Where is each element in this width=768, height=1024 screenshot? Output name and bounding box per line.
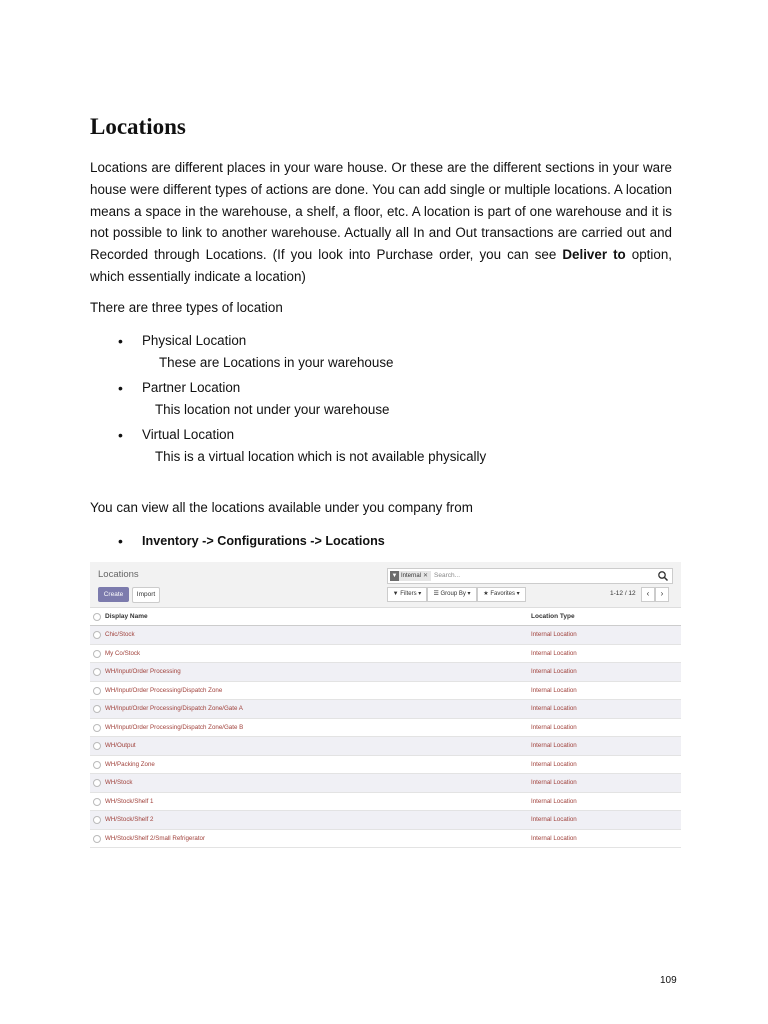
table-row[interactable] — [90, 774, 681, 793]
location-type-description: This location not under your warehouse — [155, 402, 390, 417]
intro-bold-text: Deliver to — [562, 247, 626, 263]
location-type-cell: Internal Location — [531, 649, 577, 657]
intro-text-part2: option, which essentially indicate a location) — [90, 247, 672, 284]
location-type-cell: Internal Location — [531, 631, 577, 638]
search-icon[interactable] — [657, 570, 669, 582]
row-checkbox[interactable] — [93, 761, 101, 769]
table-body — [90, 626, 681, 848]
location-type-cell: Internal Location — [531, 760, 577, 768]
list-item — [90, 377, 650, 399]
breadcrumb-title: Locations — [98, 569, 139, 580]
row-checkbox[interactable] — [93, 742, 101, 750]
list-item-description — [90, 352, 650, 377]
table-row[interactable] — [90, 830, 681, 849]
table-row[interactable] — [90, 737, 681, 756]
remove-facet-icon[interactable]: ✕ — [423, 573, 429, 579]
table-row[interactable] — [90, 645, 681, 664]
list-item — [90, 424, 650, 446]
location-display-name[interactable]: Chic/Stock — [105, 631, 135, 638]
location-display-name[interactable]: WH/Input/Order Processing/Dispatch Zone/Gate A — [105, 705, 243, 712]
filters-button[interactable]: ▼ Filters ▾ — [387, 587, 427, 602]
table-header — [90, 608, 681, 626]
types-intro: There are three types of location — [90, 300, 283, 315]
location-display-name[interactable]: WH/Stock/Shelf 2/Small Refrigerator — [105, 834, 206, 842]
table-row[interactable] — [90, 700, 681, 719]
search-input[interactable] — [387, 568, 673, 584]
table-row[interactable] — [90, 793, 681, 812]
table-row[interactable] — [90, 811, 681, 830]
pager-value: 1-12 / 12 — [610, 590, 636, 597]
location-display-name[interactable]: WH/Input/Order Processing/Dispatch Zone/Gate B — [105, 723, 244, 731]
bullet-icon: • — [118, 380, 123, 396]
location-type-cell: Internal Location — [531, 705, 577, 712]
bullet-icon: • — [118, 333, 123, 349]
row-checkbox[interactable] — [93, 835, 101, 843]
search-placeholder: Search... — [434, 572, 461, 579]
import-button[interactable]: Import — [132, 587, 160, 603]
location-display-name[interactable]: WH/Input/Order Processing — [105, 668, 181, 675]
location-type-description: These are Locations in your warehouse — [159, 355, 394, 370]
table-row[interactable] — [90, 663, 681, 682]
facet-label: Internal — [401, 573, 422, 579]
row-checkbox[interactable] — [93, 798, 101, 806]
nav-path-item — [90, 530, 650, 552]
location-type-cell: Internal Location — [531, 797, 577, 805]
location-type-name: Partner Location — [142, 380, 241, 395]
row-checkbox[interactable] — [93, 705, 101, 713]
location-type-cell: Internal Location — [531, 816, 577, 823]
control-panel — [90, 562, 681, 608]
row-checkbox[interactable] — [93, 650, 101, 658]
list-item — [90, 330, 650, 352]
location-display-name[interactable]: WH/Input/Order Processing/Dispatch Zone — [105, 686, 223, 694]
location-type-cell: Internal Location — [531, 723, 577, 731]
select-all-checkbox[interactable] — [93, 613, 101, 621]
location-type-name: Physical Location — [142, 333, 247, 348]
pager-previous-icon[interactable]: ‹ — [641, 587, 655, 602]
filter-icon: ▼ — [391, 573, 398, 579]
nav-path: Inventory -> Configurations -> Locations — [142, 534, 385, 548]
row-checkbox[interactable] — [93, 816, 101, 824]
page-number: 109 — [660, 975, 677, 986]
group-by-button[interactable]: ☰ Group By ▾ — [427, 587, 477, 602]
location-type-cell: Internal Location — [531, 668, 577, 675]
search-facet[interactable] — [390, 571, 431, 581]
view-intro: You can view all the locations available under you company from — [90, 500, 473, 515]
filters-label: Filters — [400, 591, 417, 597]
page-title: Locations — [90, 114, 186, 139]
location-display-name[interactable]: WH/Packing Zone — [105, 760, 155, 768]
location-type-cell: Internal Location — [531, 686, 577, 694]
intro-paragraph — [90, 157, 672, 288]
group-by-label: Group By — [440, 591, 466, 597]
locations-screenshot — [90, 562, 681, 842]
location-types-list — [90, 330, 650, 471]
table-row[interactable] — [90, 626, 681, 645]
location-type-cell: Internal Location — [531, 742, 577, 749]
table-row[interactable] — [90, 682, 681, 701]
column-header-location-type[interactable]: Location Type — [531, 613, 575, 620]
favorites-label: Favorites — [490, 591, 516, 597]
location-type-description: This is a virtual location which is not available physically — [155, 449, 487, 464]
location-display-name[interactable]: WH/Output — [105, 742, 136, 749]
table-row[interactable] — [90, 756, 681, 775]
intro-text-part1: Locations are different places in your ware house. Or these are the different sections in your ware house were different types of actions are done. You can add single or multiple locations. A location means a space in the warehouse, a shelf, a floor, etc. A location is part of one warehouse and it is not possible to link to another warehouse. Actually all In and Out transactions are carried out and Recorded through Locations. (If you look into Purchase order, you can see — [90, 160, 672, 263]
row-checkbox[interactable] — [93, 724, 101, 732]
table-row[interactable] — [90, 719, 681, 738]
row-checkbox[interactable] — [93, 687, 101, 695]
pager-next-icon[interactable]: › — [655, 587, 669, 602]
row-checkbox[interactable] — [93, 668, 101, 676]
bullet-icon: • — [118, 427, 123, 443]
location-display-name[interactable]: WH/Stock — [105, 779, 133, 786]
column-header-display-name[interactable]: Display Name — [105, 613, 148, 620]
bullet-icon: • — [118, 533, 123, 549]
locations-table — [90, 608, 681, 848]
location-display-name[interactable]: WH/Stock/Shelf 1 — [105, 797, 154, 805]
row-checkbox[interactable] — [93, 631, 101, 639]
list-item-description — [90, 399, 650, 424]
favorites-button[interactable]: ★ Favorites ▾ — [477, 587, 526, 602]
location-type-name: Virtual Location — [142, 427, 235, 442]
location-type-cell: Internal Location — [531, 834, 577, 842]
location-display-name[interactable]: My Co/Stock — [105, 649, 141, 657]
location-display-name[interactable]: WH/Stock/Shelf 2 — [105, 816, 154, 823]
list-item-description — [90, 446, 650, 471]
location-type-cell: Internal Location — [531, 779, 577, 786]
create-button[interactable]: Create — [98, 587, 129, 602]
row-checkbox[interactable] — [93, 779, 101, 787]
